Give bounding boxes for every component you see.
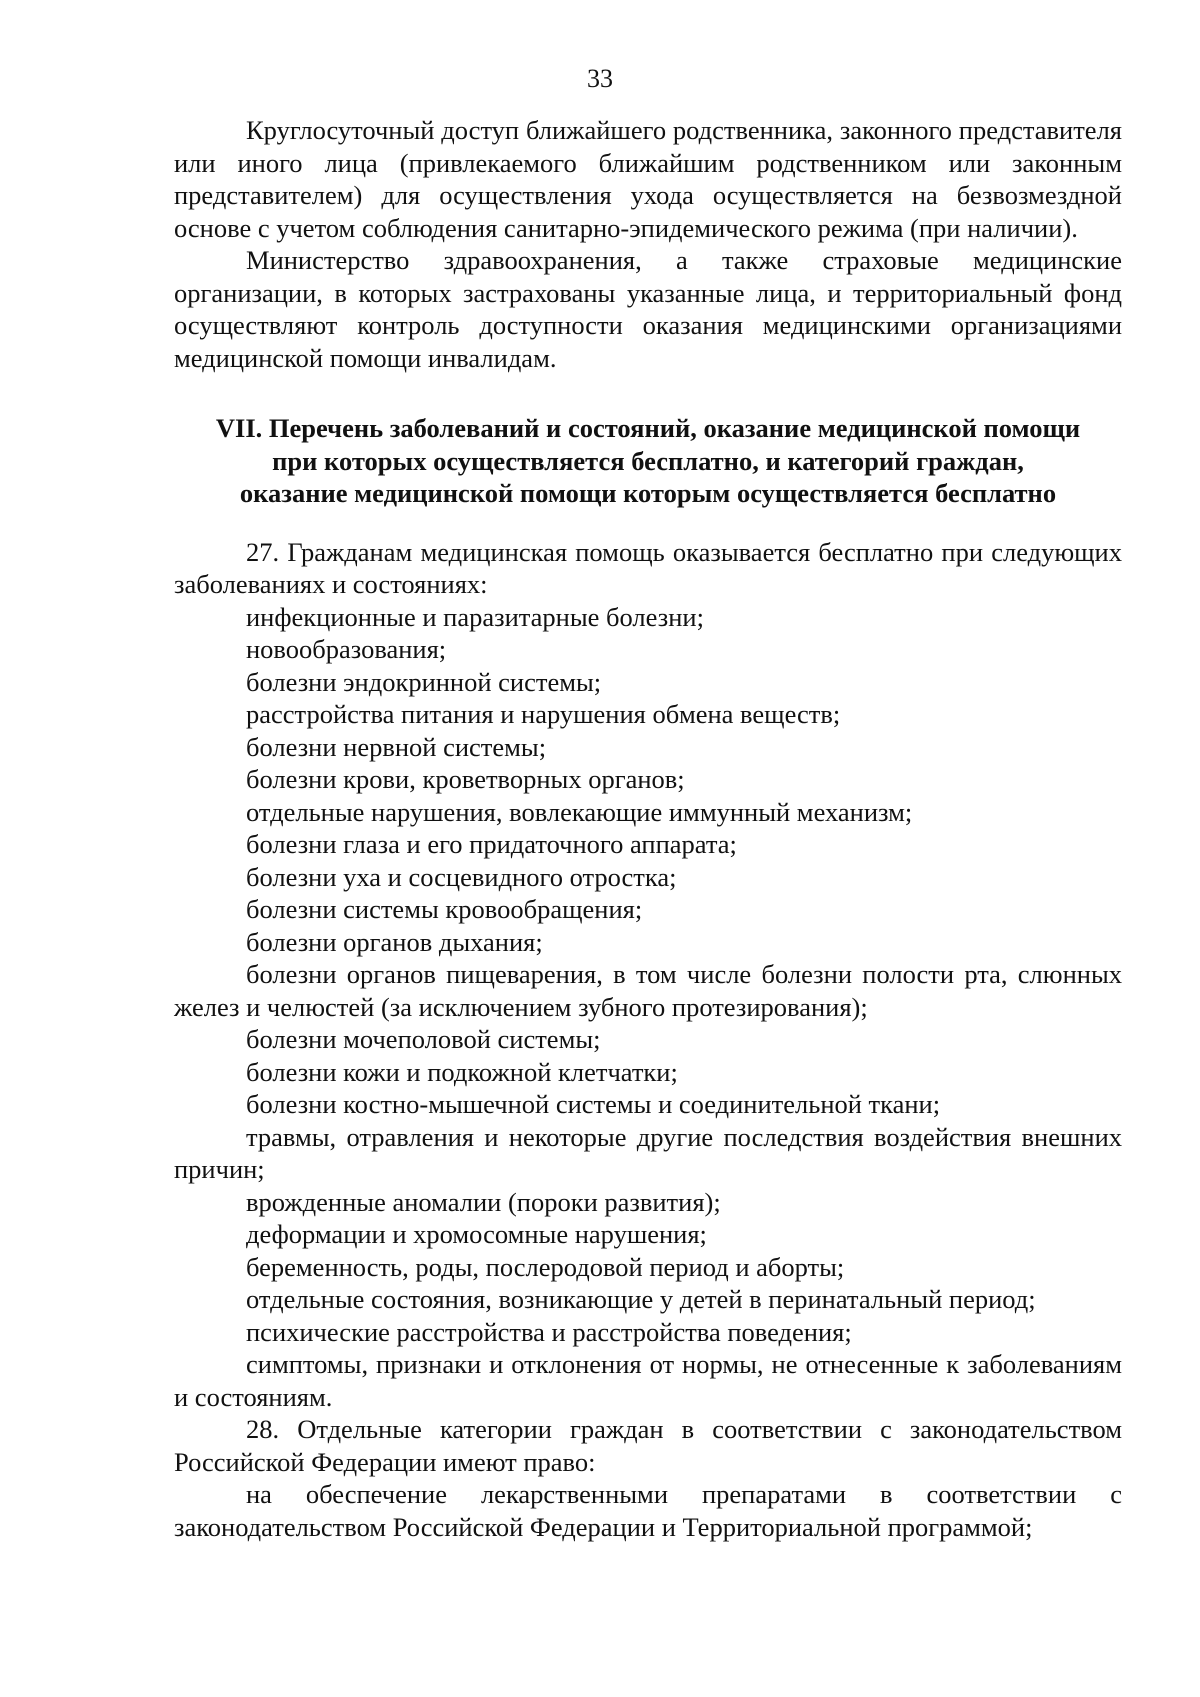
- conditions-list: [174, 601, 1122, 1414]
- clause-28: 28. Отдельные категории граждан в соответствии с законодательством Российской Федерации имеют право:: [174, 1414, 1122, 1477]
- section-heading-vii: [174, 412, 1122, 510]
- condition-item: болезни органов дыхания;: [246, 926, 543, 957]
- condition-item: отдельные нарушения, вовлекающие иммунный механизм;: [246, 796, 913, 827]
- condition-item: инфекционные и паразитарные болезни;: [246, 601, 704, 632]
- clause-28-item: на обеспечение лекарственными препаратами в соответствии с законодательством Российской Федерации и Территориальной программой;: [174, 1479, 1122, 1542]
- condition-item: психические расстройства и расстройства поведения;: [246, 1316, 852, 1347]
- condition-item: болезни системы кровообращения;: [246, 894, 643, 924]
- paragraph-accessibility-control: Министерство здравоохранения, а также страховые медицинские организации, в которых застрахованы указанные лица, и территориальный фонд осуществляют контроль доступности оказания медицинскими организациями медицинской помощи инвалидам.: [174, 245, 1122, 373]
- section-heading-line-2: при которых осуществляется бесплатно, и категорий граждан,: [272, 445, 1024, 476]
- condition-item: травмы, отравления и некоторые другие последствия воздействия внешних причин;: [174, 1121, 1122, 1184]
- page-number: 33: [587, 64, 613, 93]
- condition-item: деформации и хромосомные нарушения;: [246, 1219, 707, 1249]
- condition-item: беременность, роды, послеродовой период и аборты;: [246, 1251, 845, 1282]
- condition-item: болезни органов пищеварения, в том числе болезни полости рта, слюнных желез и челюстей (за исключением зубного протезирования);: [174, 959, 1122, 1022]
- condition-item: отдельные состояния, возникающие у детей в перинатальный период;: [246, 1284, 1036, 1314]
- condition-item: болезни кожи и подкожной клетчатки;: [246, 1056, 678, 1087]
- condition-item: новообразования;: [246, 634, 447, 664]
- condition-item: болезни уха и сосцевидного отростка;: [246, 861, 677, 892]
- paragraph-caregiver-access: Круглосуточный доступ ближайшего родственника, законного представителя или иного лица (привлекаемого ближайшим родственником или законным представителем) для осуществления ухода осуществляется на безвозмездной основе с учетом соблюдения санитарно-эпидемического режима (при наличии).: [174, 115, 1122, 243]
- clause-27: 27. Гражданам медицинская помощь оказывается бесплатно при следующих заболеваниях и состояниях:: [174, 536, 1122, 599]
- section-heading-line-3: оказание медицинской помощи которым осуществляется бесплатно: [239, 478, 1057, 508]
- condition-item: болезни крови, кроветворных органов;: [246, 764, 685, 794]
- condition-item: врожденные аномалии (пороки развития);: [246, 1186, 721, 1217]
- section-heading-line-1: VII. Перечень заболеваний и состояний, оказание медицинской помощи: [215, 413, 1081, 443]
- condition-item: болезни эндокринной системы;: [246, 666, 602, 697]
- condition-item: болезни нервной системы;: [246, 731, 547, 762]
- condition-item: симптомы, признаки и отклонения от нормы, не отнесенные к заболеваниям и состояниям.: [174, 1349, 1122, 1412]
- document-body: [174, 114, 1122, 1543]
- condition-item: расстройства питания и нарушения обмена веществ;: [246, 699, 841, 729]
- condition-item: болезни костно-мышечной системы и соединительной ткани;: [246, 1089, 941, 1119]
- condition-item: болезни глаза и его придаточного аппарата;: [246, 829, 737, 859]
- condition-item: болезни мочеполовой системы;: [246, 1024, 601, 1054]
